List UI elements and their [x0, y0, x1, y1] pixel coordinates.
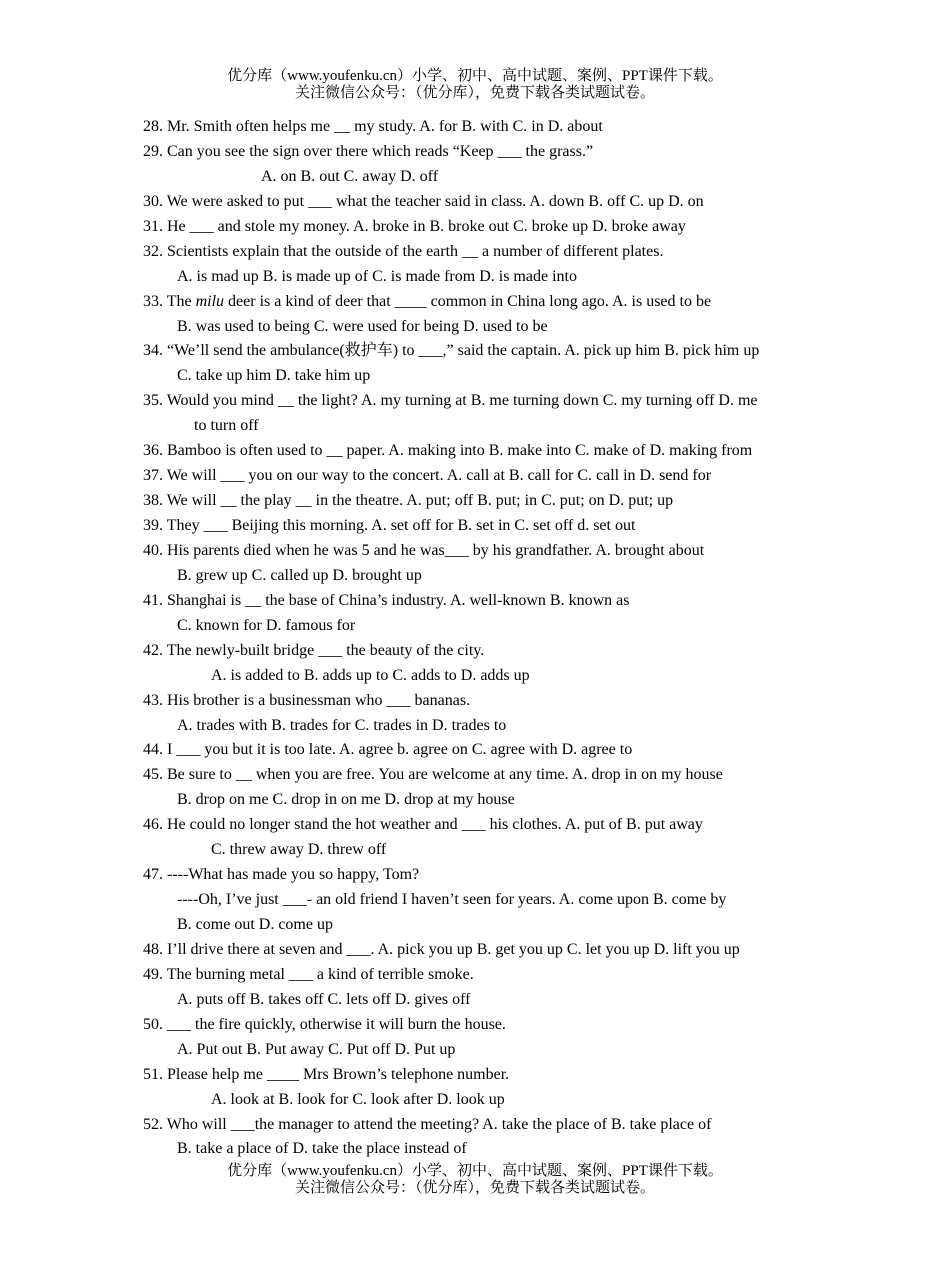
- question-line: [143, 913, 943, 938]
- question-line: [143, 639, 943, 664]
- question-line: [143, 464, 943, 489]
- question-text: C. known for D. famous for: [177, 616, 356, 634]
- question-line: [143, 489, 943, 514]
- question-text: 40. His parents died when he was 5 and he was___ by his grandfather. A. brought about: [143, 541, 705, 559]
- header-line-1: 优分库（www.youfenku.cn）小学、初中、高中试题、案例、PPT课件下载。: [227, 68, 723, 84]
- question-text: 38. We will __ the play __ in the theatre. A. put; off B. put; in C. put; on D. put; up: [143, 492, 674, 510]
- question-line: [143, 414, 943, 439]
- question-line: [143, 339, 943, 364]
- question-text: B. take a place of D. take the place instead of: [177, 1140, 467, 1158]
- question-line: [143, 190, 943, 215]
- question-line: [143, 813, 943, 838]
- question-line: [143, 714, 943, 739]
- question-line: [143, 788, 943, 813]
- question-text: C. take up him D. take him up: [177, 367, 371, 385]
- question-text: 36. Bamboo is often used to __ paper. A. making into B. make into C. make of D. making from: [143, 442, 753, 460]
- question-text: 46. He could no longer stand the hot weather and ___ his clothes. A. put of B. put away: [143, 816, 703, 834]
- question-text: 41. Shanghai is __ the base of China’s industry. A. well-known B. known as: [143, 591, 630, 609]
- question-text: B. drop on me C. drop in on me D. drop at my house: [177, 791, 515, 809]
- question-text: B. grew up C. called up D. brought up: [177, 566, 422, 584]
- question-text: 51. Please help me ____ Mrs Brown’s telephone number.: [143, 1065, 510, 1083]
- question-line: [143, 364, 943, 389]
- question-list: [143, 115, 943, 1162]
- question-text: A. is mad up B. is made up of C. is made from D. is made into: [177, 267, 577, 285]
- question-line: [143, 1137, 943, 1162]
- question-line: [143, 140, 943, 165]
- question-line: [143, 738, 943, 763]
- question-text: 35. Would you mind __ the light? A. my turning at B. me turning down C. my turning off D. me: [143, 392, 758, 410]
- question-line: [143, 1113, 943, 1138]
- question-line: [143, 589, 943, 614]
- question-text: B. was used to being C. were used for being D. used to be: [177, 317, 548, 335]
- question-text: 31. He ___ and stole my money. A. broke in B. broke out C. broke up D. broke away: [143, 217, 686, 235]
- question-text: A. trades with B. trades for C. trades in D. trades to: [177, 716, 507, 734]
- question-text: 28. Mr. Smith often helps me __ my study. A. for B. with C. in D. about: [143, 118, 603, 135]
- question-italic-term: milu: [195, 292, 225, 310]
- question-line: [143, 514, 943, 539]
- question-line: [143, 963, 943, 988]
- question-text: ----Oh, I’ve just ___- an old friend I haven’t seen for years. A. come upon B. come by: [177, 891, 727, 909]
- question-text: 30. We were asked to put ___ what the teacher said in class. A. down B. off C. up D. on: [143, 192, 704, 210]
- question-line: [143, 1038, 943, 1063]
- question-text: 43. His brother is a businessman who ___ bananas.: [143, 691, 471, 709]
- question-text: 39. They ___ Beijing this morning. A. set off for B. set in C. set off d. set out: [143, 517, 636, 534]
- question-line: [143, 938, 943, 963]
- page-header: [0, 68, 950, 102]
- question-text: 34. “We’ll send the ambulance(救护车) to ___,” said the captain. A. pick up him B. pick him up: [143, 342, 760, 360]
- question-text-rest: deer is a kind of deer that ____ common in China long ago. A. is used to be: [224, 292, 712, 310]
- footer-line-2: 关注微信公众号：（优分库），免费下载各类试题试卷。: [294, 1180, 655, 1196]
- question-line: [143, 888, 943, 913]
- question-line: [143, 265, 943, 290]
- question-text: A. is added to B. adds up to C. adds to D. adds up: [211, 666, 530, 684]
- question-line: [143, 863, 943, 888]
- footer-line-1: 优分库（www.youfenku.cn）小学、初中、高中试题、案例、PPT课件下载。: [227, 1163, 723, 1179]
- question-text: 42. The newly-built bridge ___ the beauty of the city.: [143, 641, 485, 659]
- question-line: [143, 215, 943, 240]
- question-text: 32. Scientists explain that the outside of the earth __ a number of different plates.: [143, 242, 664, 260]
- question-text: 29. Can you see the sign over there which reads “Keep ___ the grass.”: [143, 142, 594, 160]
- question-line: [143, 389, 943, 414]
- question-text: 33. The: [143, 292, 196, 310]
- question-text: 45. Be sure to __ when you are free. You are welcome at any time. A. drop in on my house: [143, 766, 723, 784]
- question-text: 47. ----What has made you so happy, Tom?: [143, 866, 420, 884]
- question-line: [143, 988, 943, 1013]
- question-text: A. look at B. look for C. look after D. look up: [211, 1090, 505, 1108]
- question-text: 37. We will ___ you on our way to the concert. A. call at B. call for C. call in D. send for: [143, 467, 712, 485]
- page-footer: [0, 1163, 950, 1197]
- question-text: 50. ___ the fire quickly, otherwise it will burn the house.: [143, 1015, 506, 1033]
- question-line: [143, 689, 943, 714]
- question-line: [143, 1013, 943, 1038]
- question-line: [143, 315, 943, 340]
- question-line: [143, 240, 943, 265]
- question-text: A. puts off B. takes off C. lets off D. gives off: [177, 990, 471, 1008]
- question-text: 44. I ___ you but it is too late. A. agree b. agree on C. agree with D. agree to: [143, 741, 633, 759]
- question-text: 48. I’ll drive there at seven and ___. A. pick you up B. get you up C. let you up D. lift you up: [143, 940, 740, 958]
- question-line: [143, 838, 943, 863]
- question-line: [143, 115, 943, 140]
- question-text: A. Put out B. Put away C. Put off D. Put up: [177, 1040, 456, 1058]
- question-line: [143, 165, 943, 190]
- question-line: [143, 439, 943, 464]
- question-line: [143, 664, 943, 689]
- question-line: [143, 614, 943, 639]
- question-text: 52. Who will ___the manager to attend the meeting? A. take the place of B. take place of: [143, 1115, 712, 1133]
- question-line: [143, 539, 943, 564]
- question-text: 49. The burning metal ___ a kind of terrible smoke.: [143, 965, 474, 983]
- question-text: to turn off: [194, 417, 259, 435]
- question-text: A. on B. out C. away D. off: [261, 167, 439, 185]
- question-text: B. come out D. come up: [177, 916, 333, 933]
- question-line: [143, 1063, 943, 1088]
- question-line: [143, 564, 943, 589]
- question-line: [143, 1088, 943, 1113]
- question-line: [143, 290, 943, 315]
- header-line-2: 关注微信公众号：（优分库），免费下载各类试题试卷。: [294, 85, 655, 101]
- question-line: [143, 763, 943, 788]
- question-text: C. threw away D. threw off: [211, 841, 387, 859]
